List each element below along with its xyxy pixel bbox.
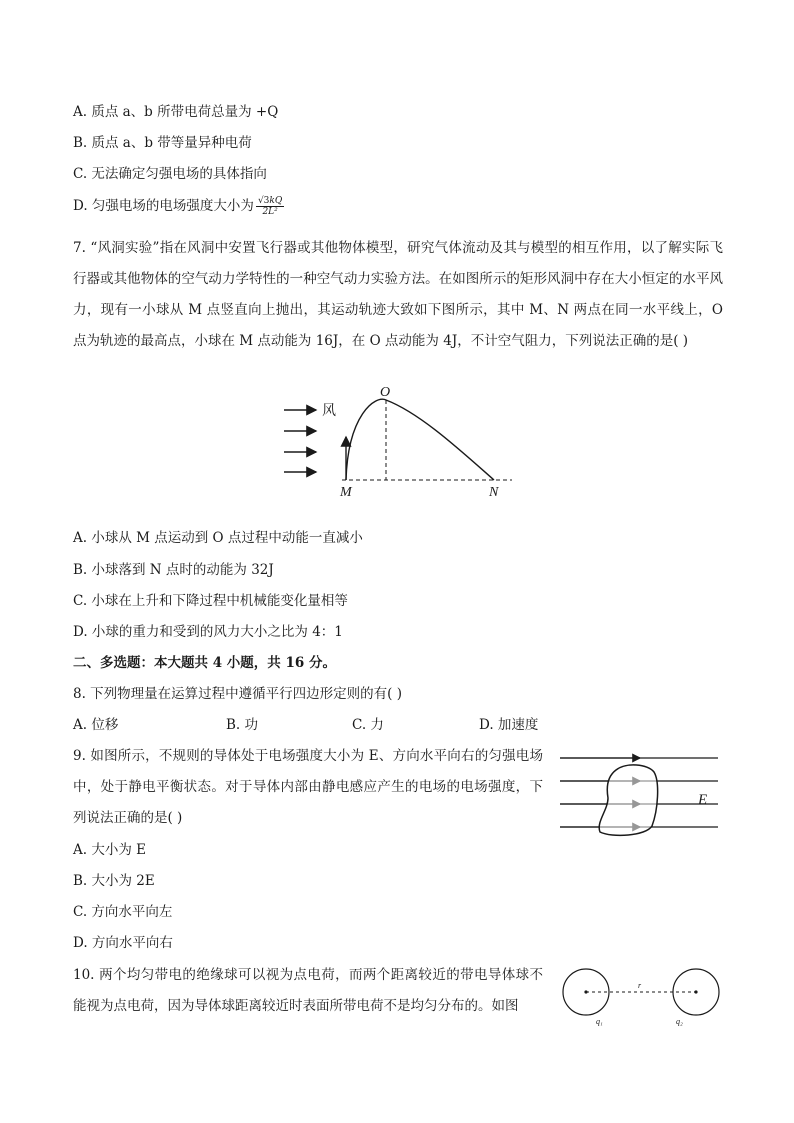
wind-arrows: [284, 410, 316, 472]
q8-stem: 8. 下列物理量在运算过程中遵循平行四边形定则的有( ): [73, 686, 402, 702]
section-heading: 二、多选题：本大题共 4 小题，共 16 分。: [73, 655, 336, 671]
point-n-label: N: [489, 485, 499, 500]
q9-option-c: C. 方向水平向左: [73, 904, 173, 920]
wind-label: 风: [322, 404, 336, 419]
q6-option-a: A. 质点 a、b 所带电荷总量为 +Q: [73, 104, 279, 120]
conductor-field-figure: [560, 748, 720, 846]
point-o-label: O: [380, 385, 391, 400]
q9-option-a: A. 大小为 E: [73, 842, 146, 858]
q8-option-b: B. 功: [226, 717, 259, 733]
q7-option-a: A. 小球从 M 点运动到 O 点过程中动能一直减小: [73, 530, 363, 546]
charge-q1-label: q₁: [596, 1017, 603, 1026]
q6-option-b: B. 质点 a、b 带等量异种电荷: [73, 135, 252, 151]
q9-stem: 9. 如图所示，不规则的导体处于电场强度大小为 E、方向水平向右的匀强电场中，处于静电平衡状态。对于导体内部由静电感应产生的电场的电场强度，下列说法正确的是( ): [73, 748, 543, 826]
q7-option-b: B. 小球落到 N 点时的动能为 32J: [73, 562, 274, 578]
wind-tunnel-figure: [280, 385, 520, 500]
q7-stem: 7. “风洞实验”指在风洞中安置飞行器或其他物体模型，研究气体流动及其与模型的相互作用，以了解实际飞行器或其他物体的空气动力学特性的一种空气动力实验方法。在如图所示的矩形风洞中存在大小恒定的水平风力，现有一小球从 M 点竖直向上抛出，其运动轨迹大致如下图所示，其中 M、N 两点在同一水平线上，O 点为轨迹的最高点，小球在 M 点动能为 16J，在 O 点动能为 4J，不计空气阻力，下列说法正确的是( ): [73, 240, 723, 349]
q8-option-c: C. 力: [352, 717, 384, 733]
field-e-label: E: [698, 792, 708, 808]
q10-stem: 10. 两个均匀带电的绝缘球可以视为点电荷，而两个距离较近的带电导体球不能视为点电荷，因为导体球距离较近时表面所带电荷不是均匀分布的。如图: [73, 967, 543, 1014]
q8-option-a: A. 位移: [73, 717, 119, 733]
fraction-denominator: 2L²: [262, 207, 278, 217]
q9-option-b: B. 大小为 2E: [73, 873, 155, 889]
charge-q2-label: q₂: [676, 1017, 683, 1026]
irregular-conductor: [599, 765, 657, 835]
q7-option-d: D. 小球的重力和受到的风力大小之比为 4：1: [73, 624, 343, 640]
q6-option-d-fraction: [256, 196, 284, 217]
fraction-numerator: √3kQ: [257, 196, 283, 206]
two-spheres-figure: [558, 962, 726, 1028]
q6-option-d-text: D. 匀强电场的电场强度大小为: [73, 198, 254, 214]
q8-option-d: D. 加速度: [479, 717, 539, 733]
q7-option-c: C. 小球在上升和下降过程中机械能变化量相等: [73, 593, 348, 609]
q9-option-d: D. 方向水平向右: [73, 935, 173, 951]
trajectory-curve: [346, 399, 494, 480]
q6-option-d: [73, 196, 284, 217]
distance-r-label: r: [638, 981, 642, 990]
q6-option-c: C. 无法确定匀强电场的具体指向: [73, 166, 267, 182]
point-m-label: M: [340, 485, 352, 500]
